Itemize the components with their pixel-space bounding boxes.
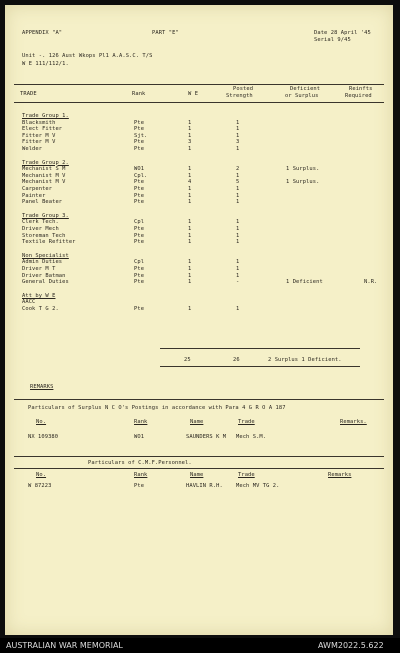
header-rule bbox=[14, 102, 384, 103]
posted-cell: 1 bbox=[236, 259, 240, 266]
rank-cell: Sjt. bbox=[134, 132, 148, 139]
rank-cell: Cpl bbox=[134, 259, 145, 266]
trade-cell: Driver Batman bbox=[22, 272, 66, 279]
unit-label: Unit -. 126 Aust Wkops Pl1 A.A.S.C. T/S bbox=[22, 53, 153, 59]
footer-accession: AWM2022.5.622 bbox=[318, 641, 384, 650]
group-title: Non Specialist bbox=[22, 252, 69, 259]
remarks-rule bbox=[14, 399, 384, 400]
we-cell: 1 bbox=[188, 146, 192, 152]
remarks-col-name: Name bbox=[190, 419, 204, 425]
cmf-row-rank: Pte bbox=[134, 483, 145, 489]
posted-cell: 1 bbox=[236, 146, 240, 152]
we-cell: 1 bbox=[188, 239, 192, 246]
cmf-row-trade: Mech MV TG 2. bbox=[236, 483, 280, 489]
cmf-col-remarks: Remarks bbox=[328, 472, 352, 478]
serial-label: Serial 9/45 bbox=[314, 37, 351, 43]
we-cell: 1 bbox=[188, 272, 192, 279]
rank-cell: Pte bbox=[134, 179, 145, 186]
cmf-col-rank: Rank bbox=[134, 472, 148, 478]
posted-cell: 1 bbox=[236, 306, 240, 312]
we-cell: 1 bbox=[188, 306, 192, 312]
rank-cell: Pte bbox=[134, 266, 145, 272]
cmf-line: Particulars of C.M.F.Personnel. bbox=[88, 460, 192, 466]
we-cell: 1 bbox=[188, 226, 192, 232]
remarks-heading: REMARKS bbox=[30, 384, 54, 390]
trade-cell: Blacksmith bbox=[22, 119, 56, 126]
rank-cell: WO1 bbox=[134, 166, 145, 173]
trade-cell: Mechanist M V bbox=[22, 172, 66, 179]
rank-cell: Cpl. bbox=[134, 172, 148, 179]
we-cell: 1 bbox=[188, 186, 192, 192]
trade-cell: Panel Beater bbox=[22, 199, 63, 206]
we-cell: 1 bbox=[188, 192, 192, 199]
deficient-cell: 1 Surplus. bbox=[286, 166, 320, 173]
rank-cell: Pte bbox=[134, 192, 145, 199]
remarks-col-trade: Trade bbox=[238, 419, 255, 425]
col-we: W E bbox=[188, 91, 199, 97]
cmf-rule-top bbox=[14, 456, 384, 457]
remarks-col-rank: Rank bbox=[134, 419, 148, 425]
we-label: W E 111/112/1. bbox=[22, 61, 69, 67]
col-trade: TRADE bbox=[20, 91, 37, 97]
posted-cell: 1 bbox=[236, 119, 240, 126]
trade-cell: Carpenter bbox=[22, 186, 53, 192]
footer-credit: AUSTRALIAN WAR MEMORIAL bbox=[6, 641, 123, 650]
col-deficient: Deficient bbox=[290, 86, 321, 92]
trade-cell: Elect Fitter bbox=[22, 126, 63, 133]
we-cell: 1 bbox=[188, 199, 192, 206]
col-required: Required bbox=[345, 93, 372, 99]
trade-cell: Welder bbox=[22, 146, 43, 152]
rank-cell: Pte bbox=[134, 279, 145, 286]
remarks-col-remarks: Remarks. bbox=[340, 419, 367, 425]
we-cell: 1 bbox=[188, 266, 192, 272]
posted-cell: 1 bbox=[236, 186, 240, 192]
rank-cell: Pte bbox=[134, 226, 145, 232]
we-cell: 1 bbox=[188, 279, 192, 286]
trade-cell: Driver M T bbox=[22, 266, 56, 272]
trade-cell: Textile Refitter bbox=[22, 239, 76, 246]
trade-cell: General Duties bbox=[22, 279, 69, 286]
we-cell: 1 bbox=[188, 119, 192, 126]
col-surplus: or Surplus bbox=[285, 93, 319, 99]
trade-cell: Cook T G 2. bbox=[22, 306, 59, 312]
totals-rule-top bbox=[160, 348, 360, 349]
we-cell: 1 bbox=[188, 126, 192, 133]
posted-cell: 3 bbox=[236, 139, 240, 146]
total-deficient: 2 Surplus 1 Deficient. bbox=[268, 357, 342, 363]
trade-cell: Driver Mech bbox=[22, 226, 59, 232]
posted-cell: 1 bbox=[236, 272, 240, 279]
trade-cell: Admin Duties bbox=[22, 259, 63, 266]
cmf-col-no: No. bbox=[36, 472, 47, 478]
rank-cell: Pte bbox=[134, 306, 145, 312]
rank-cell: Pte bbox=[134, 199, 145, 206]
col-rank: Rank bbox=[132, 91, 146, 97]
deficient-cell: 1 Deficient bbox=[286, 279, 323, 286]
we-cell: 3 bbox=[188, 139, 192, 146]
rank-cell: Pte bbox=[134, 239, 145, 246]
rank-cell: Pte bbox=[134, 139, 145, 146]
trade-cell: Fitter M V bbox=[22, 139, 56, 146]
rank-cell: Pte bbox=[134, 272, 145, 279]
trade-cell: Fitter M V bbox=[22, 132, 56, 139]
trade-cell: Mechanist M V bbox=[22, 179, 66, 186]
trade-cell: Clerk Tech. bbox=[22, 219, 59, 226]
we-cell: 4 bbox=[188, 179, 192, 186]
we-cell: 1 bbox=[188, 219, 192, 226]
remarks-row-trade: Mech S.M. bbox=[236, 434, 267, 440]
cmf-rule-bottom bbox=[14, 468, 384, 469]
posted-cell: 1 bbox=[236, 226, 240, 232]
posted-cell: 1 bbox=[236, 172, 240, 179]
posted-cell: 2 bbox=[236, 166, 240, 173]
we-cell: 1 bbox=[188, 232, 192, 239]
rank-cell: Cpl bbox=[134, 219, 145, 226]
group-title: Trade Group 3. bbox=[22, 212, 69, 219]
posted-cell: 1 bbox=[236, 199, 240, 206]
appendix-label: APPENDIX "A" bbox=[22, 30, 63, 36]
group-title: Trade Group 1. bbox=[22, 113, 69, 119]
posted-cell: 1 bbox=[236, 132, 240, 139]
posted-cell: 1 bbox=[236, 239, 240, 246]
trade-cell: Mechanist S M bbox=[22, 166, 66, 173]
table-top-rule bbox=[14, 84, 384, 85]
posted-cell: 1 bbox=[236, 266, 240, 272]
posted-cell: 1 bbox=[236, 126, 240, 133]
cmf-col-name: Name bbox=[190, 472, 204, 478]
posted-cell: 5 bbox=[236, 179, 240, 186]
we-cell: 1 bbox=[188, 166, 192, 173]
col-posted: Posted bbox=[233, 86, 254, 92]
remarks-line: Particulars of Surplus N C O's Postings in accordance with Para 4 G R O A 187 bbox=[28, 405, 286, 411]
remarks-row-rank: WO1 bbox=[134, 434, 145, 440]
posted-cell: - bbox=[236, 279, 240, 286]
part-label: PART "E" bbox=[152, 30, 179, 36]
total-posted: 26 bbox=[233, 357, 240, 363]
posted-cell: 1 bbox=[236, 232, 240, 239]
trade-cell: AACC bbox=[22, 299, 36, 306]
rank-cell: Pte bbox=[134, 126, 145, 133]
we-cell: 1 bbox=[188, 132, 192, 139]
posted-cell: 1 bbox=[236, 192, 240, 199]
group-title: Trade Group 2. bbox=[22, 159, 69, 166]
col-strength: Strength bbox=[226, 93, 253, 99]
cmf-row-no: W 87223 bbox=[28, 483, 52, 489]
rank-cell: Pte bbox=[134, 146, 145, 152]
deficient-cell: 1 Surplus. bbox=[286, 179, 320, 186]
trade-cell: Storeman Tech bbox=[22, 232, 66, 239]
date-label: Date 28 April '45 bbox=[314, 30, 371, 36]
we-cell: 1 bbox=[188, 259, 192, 266]
posted-cell: 1 bbox=[236, 219, 240, 226]
col-reinfts: Reinfts bbox=[349, 86, 373, 92]
cmf-col-trade: Trade bbox=[238, 472, 255, 478]
remarks-row-no: NX 109380 bbox=[28, 434, 59, 440]
cmf-row-name: HAVLIN R.H. bbox=[186, 483, 223, 489]
rank-cell: Pte bbox=[134, 232, 145, 239]
group-title: Att by W E bbox=[22, 292, 56, 299]
total-we: 25 bbox=[184, 357, 191, 363]
document-page bbox=[5, 5, 393, 635]
reinfts-cell: N.R. bbox=[364, 279, 378, 286]
we-cell: 1 bbox=[188, 172, 192, 179]
remarks-col-no: No. bbox=[36, 419, 47, 425]
trade-cell: Painter bbox=[22, 192, 46, 199]
rank-cell: Pte bbox=[134, 119, 145, 126]
totals-rule-bottom bbox=[160, 366, 360, 367]
remarks-row-name: SAUNDERS K M bbox=[186, 434, 227, 440]
rank-cell: Pte bbox=[134, 186, 145, 192]
